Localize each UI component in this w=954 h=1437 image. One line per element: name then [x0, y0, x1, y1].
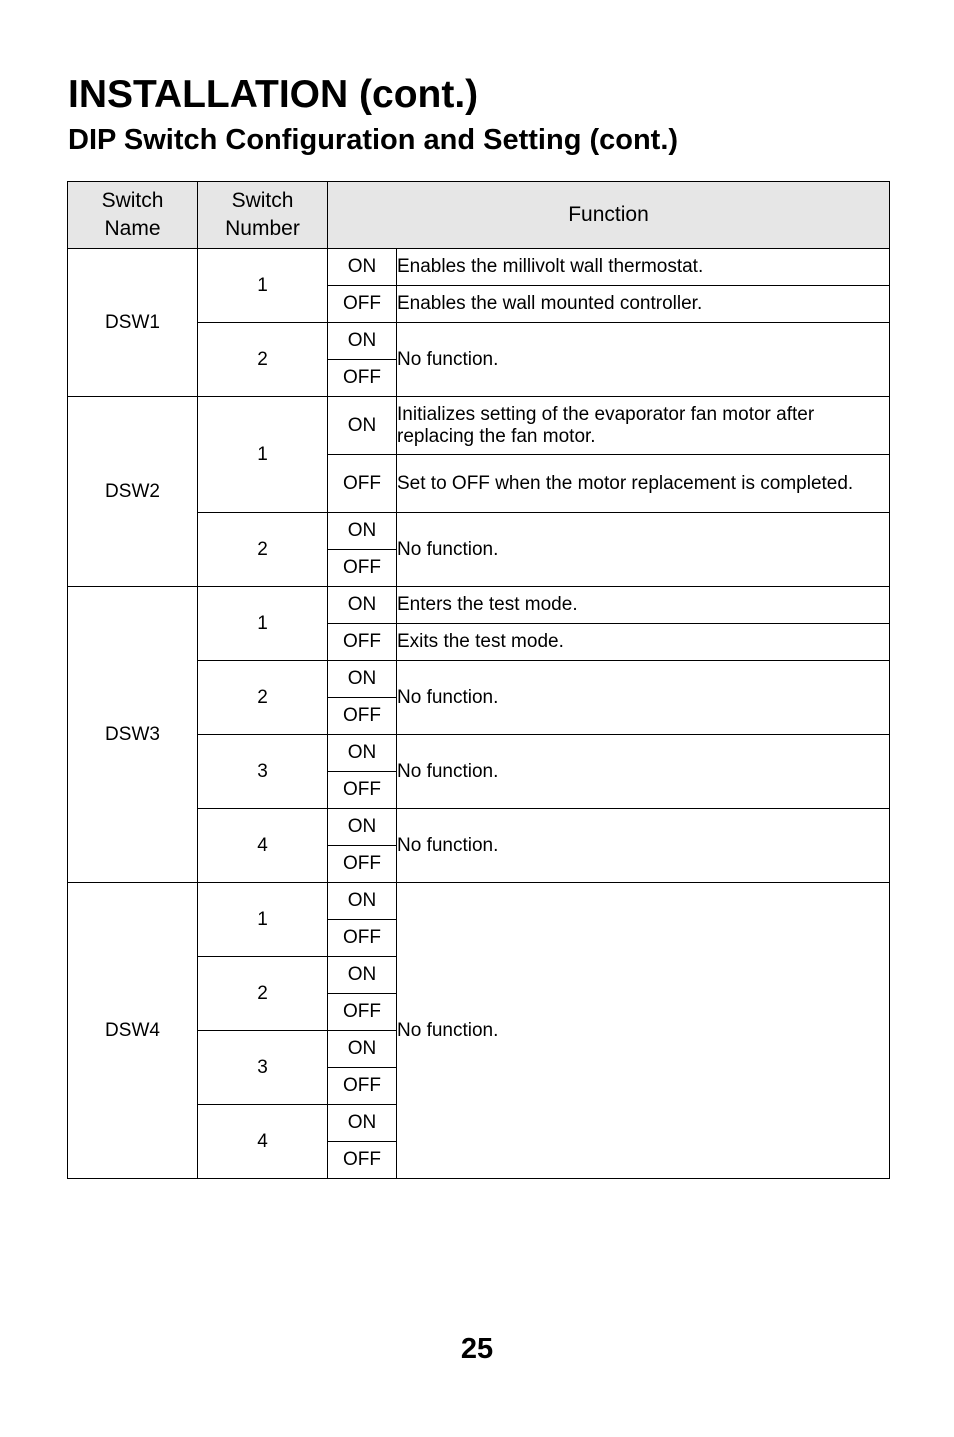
switch-number: 3 [198, 735, 328, 809]
table-row [68, 883, 890, 920]
function-text: No function. [397, 513, 890, 587]
state-off: OFF [328, 286, 397, 323]
state-off: OFF [328, 455, 397, 513]
state-on: ON [328, 513, 397, 550]
section-subtitle: DIP Switch Configuration and Setting (cont.) [68, 124, 679, 156]
state-on: ON [328, 587, 397, 624]
state-on: ON [328, 249, 397, 286]
function-text: No function. [397, 661, 890, 735]
state-off: OFF [328, 772, 397, 809]
switch-name-dsw4: DSW4 [68, 883, 198, 1179]
switch-number: 1 [198, 587, 328, 661]
function-text: Enables the millivolt wall thermostat. [397, 249, 890, 286]
table-header-row [68, 182, 890, 249]
state-on: ON [328, 735, 397, 772]
function-text: No function. [397, 809, 890, 883]
header-switch-name [68, 182, 198, 249]
state-off: OFF [328, 1142, 397, 1179]
state-on: ON [328, 809, 397, 846]
header-switch-number [198, 182, 328, 249]
switch-number: 4 [198, 809, 328, 883]
state-off: OFF [328, 994, 397, 1031]
state-on: ON [328, 1031, 397, 1068]
state-off: OFF [328, 698, 397, 735]
switch-number: 3 [198, 1031, 328, 1105]
state-on: ON [328, 1105, 397, 1142]
switch-number: 2 [198, 513, 328, 587]
header-switch-name-line1: Switch [101, 189, 164, 212]
switch-name-dsw2: DSW2 [68, 397, 198, 587]
page-title: INSTALLATION (cont.) [68, 73, 479, 116]
page-number: 25 [460, 1333, 494, 1365]
function-text: No function. [397, 323, 890, 397]
function-text: No function. [397, 735, 890, 809]
switch-name-dsw1: DSW1 [68, 249, 198, 397]
state-on: ON [328, 397, 397, 455]
state-off: OFF [328, 550, 397, 587]
state-off: OFF [328, 846, 397, 883]
switch-number: 2 [198, 661, 328, 735]
header-switch-number-line1: Switch [231, 189, 294, 212]
switch-number: 2 [198, 323, 328, 397]
state-on: ON [328, 661, 397, 698]
state-on: ON [328, 957, 397, 994]
state-off: OFF [328, 624, 397, 661]
function-text: Exits the test mode. [397, 624, 890, 661]
header-switch-number-line2: Number [225, 217, 300, 240]
table-row [68, 587, 890, 624]
switch-number: 1 [198, 249, 328, 323]
state-on: ON [328, 323, 397, 360]
switch-name-dsw3: DSW3 [68, 587, 198, 883]
switch-number: 1 [198, 883, 328, 957]
switch-number: 1 [198, 397, 328, 513]
switch-number: 2 [198, 957, 328, 1031]
table-row [68, 397, 890, 455]
function-text: No function. [397, 883, 890, 1179]
state-off: OFF [328, 920, 397, 957]
header-function: Function [328, 182, 890, 249]
header-switch-name-line2: Name [104, 217, 161, 240]
function-text: Enables the wall mounted controller. [397, 286, 890, 323]
table-row [68, 249, 890, 286]
function-text: Enters the test mode. [397, 587, 890, 624]
function-text: Set to OFF when the motor replacement is completed. [397, 455, 890, 513]
function-text: Initializes setting of the evaporator fan motor after replacing the fan motor. [397, 397, 890, 455]
state-off: OFF [328, 1068, 397, 1105]
dip-switch-table [67, 181, 890, 1179]
state-off: OFF [328, 360, 397, 397]
state-on: ON [328, 883, 397, 920]
switch-number: 4 [198, 1105, 328, 1179]
